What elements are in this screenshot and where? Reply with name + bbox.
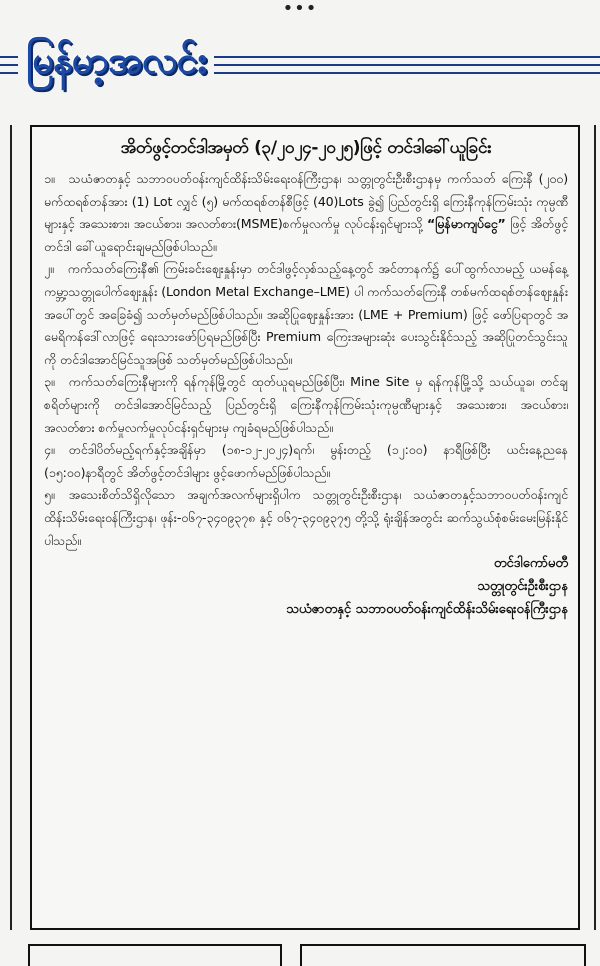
paragraph-number: ၄။ — [44, 442, 55, 458]
currency-highlight: “မြန်မာကျပ်ငွေ” — [427, 216, 506, 232]
top-dots: ••• — [282, 0, 318, 19]
next-article-edges — [0, 944, 600, 960]
paragraph-text: ကက်သတ်ကြေးနီများကို ရန်ကုန်မြို့တွင် ထုတ်ယူရမည်ဖြစ်ပြီး၊ Mine Site မှ ရန်ကုန်မြို့သို့ သယ်ယူခ၊ တင်ချစရိတ်များကို တင်ဒါအောင်မြင်သည့် ပြည်တွင်းရှိ ကြေးနီကုန်ကြမ်းသုံးကုမ္ပဏီများနှင့် အသေးစား၊ အငယ်စား၊ အလတ်စား စက်မှုလက်မှုလုပ်ငန်းရှင်များမှ ကျခံရမည်ဖြစ်ပါသည်။ — [44, 374, 568, 435]
paragraph-4 — [44, 439, 568, 484]
paragraph-text: သယံဇာတနှင့် သဘာဝပတ်ဝန်းကျင်ထိန်းသိမ်းရေးဝန်ကြီးဌာန၊ သတ္တုတွင်းဦးစီးဌာနမှ ကက်သတ် ကြေးနီ (၂၀၀) မက်ထရစ်တန်အား (1) Lot လျှင် (၅) မက်ထရစ်တန်စီဖြင့် (40)Lots ခွဲ၍ ပြည်တွင်းရှိ ကြေးနီကုန်ကြမ်းသုံး ကုမ္ပဏီများနှင့် အသေးစား၊ အငယ်စား၊ အလတ်စား(MSME)စက်မှုလက်မှု လုပ်ငန်းရှင်များသို့ — [44, 171, 568, 232]
paragraph-3 — [44, 371, 568, 439]
tender-notice-box — [30, 125, 580, 930]
paragraph-1 — [44, 168, 568, 258]
signature-department: သတ္တုတွင်းဦးစီးဌာန — [477, 579, 568, 595]
paragraph-text-continued: ဖြင့် အိတ်ဖွင့်တင်ဒါ ခေါ်ယူရောင်းချမည်ဖြစ်ပါသည်။ — [44, 216, 568, 254]
paragraph-text: အသေးစိတ်သိရှိလိုသော အချက်အလက်များရှိပါက သတ္တုတွင်းဦးစီးဌာန၊ သယံဇာတနှင့်သဘာဝပတ်ဝန်းကျင်ထိန်းသိမ်းရေးဝန်ကြီးဌာန၊ ဖုန်း-၀၆၇-၃၄၀၉၃၇၈ နှင့် ၀၆၇-၃၄၀၉၃၇၅ တို့သို့ ရုံးချိန်အတွင်း ဆက်သွယ်စုံစမ်းမေးမြန်းနိုင်ပါသည်။ — [44, 487, 568, 548]
paragraph-text: တင်ဒါပိတ်မည့်ရက်နှင့်အချိန်မှာ (၁၈-၁၂-၂၀၂၄)ရက်၊ မွန်းတည့် (၁၂:၀၀) နာရီဖြစ်ပြီး ယင်းနေ့ညနေ (၁၅:၀၀)နာရီတွင် အိတ်ဖွင့်တင်ဒါများ ဖွင့်ဖောက်မည်ဖြစ်ပါသည်။ — [44, 442, 568, 480]
signature-block — [44, 552, 568, 621]
right-column-divider — [594, 125, 596, 930]
next-article-box-right — [300, 944, 586, 966]
left-column-divider — [10, 125, 12, 930]
paragraph-text: ကက်သတ်ကြေးနီ၏ ကြမ်းခင်းဈေးနှုန်းမှာ တင်ဒါဖွင့်လှစ်သည့်နေ့တွင် အင်တာနက်၌ ပေါ်ထွက်လာမည့် ယမန်နေ့ ကမ္ဘာ့သတ္တုပေါက်ဈေးနှုန်း (London Metal Exchange–LME) ပါ ကက်သတ်ကြေးနီ တစ်မက်ထရစ်တန်ဈေးနှုန်းအပေါ်တွင် အခြေခံ၍ သတ်မှတ်မည်ဖြစ်ပါသည်။ အဆိုပြုဈေးနှုန်းအား (LME + Premium) ဖြင့် ဖော်ပြရာတွင် အမေရိကန်ဒေါ်လာဖြင့် ရေးသားဖော်ပြရမည်ဖြစ်ပြီး Premium ကြေးအများဆုံး ပေးသွင်းနိုင်သည့် အဆိုပြုတင်သွင်းသူကို တင်ဒါအောင်မြင်သူအဖြစ် သတ်မှတ်မည်ဖြစ်ပါသည်။ — [44, 261, 568, 367]
paragraph-number: ၁။ — [44, 171, 55, 186]
newspaper-logo: မြန်မာ့အလင်း — [18, 28, 214, 100]
paragraph-number: ၃။ — [44, 374, 55, 390]
notice-title: အိတ်ဖွင့်တင်ဒါအမှတ် (၃/၂၀၂၄-၂၀၂၅)ဖြင့် တင်ဒါခေါ်ယူခြင်း — [120, 138, 492, 158]
paragraph-number: ၂။ — [44, 261, 54, 277]
signature-committee: တင်ဒါကော်မတီ — [493, 556, 568, 572]
masthead — [0, 18, 600, 110]
signature-ministry: သယံဇာတနှင့် သဘာဝပတ်ဝန်းကျင်ထိန်းသိမ်းရေးဝန်ကြီးဌာန — [286, 602, 568, 618]
next-article-box-left — [28, 944, 282, 966]
paragraph-number: ၅။ — [44, 487, 55, 503]
paragraph-2 — [44, 258, 568, 371]
paragraph-5 — [44, 484, 568, 552]
